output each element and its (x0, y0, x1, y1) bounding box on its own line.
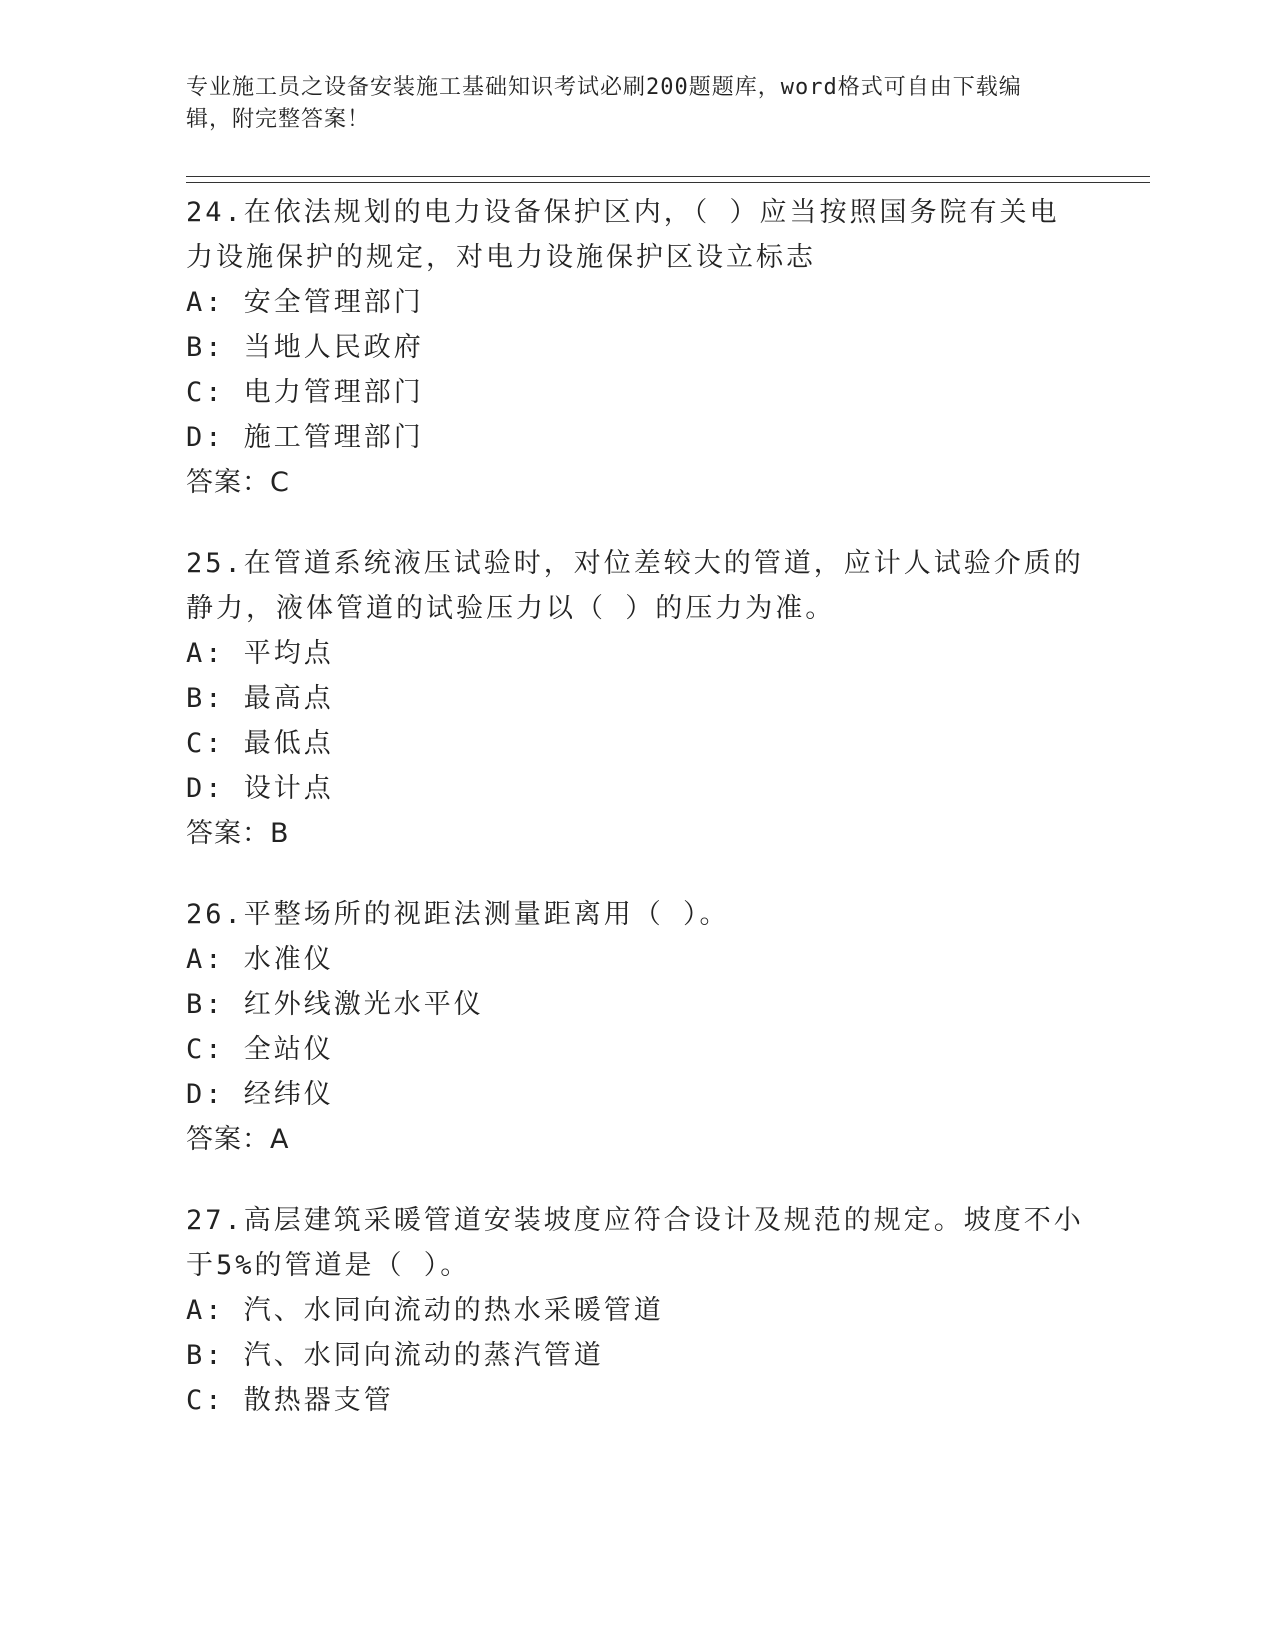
option-b: B: 最高点 (186, 683, 334, 714)
question-25 (186, 541, 1086, 856)
header-divider-top (186, 176, 1150, 177)
question-27 (186, 1198, 1086, 1423)
document-intro: 专业施工员之设备安装施工基础知识考试必刷200题题库，word格式可自由下载编辑，附完整答案！ (186, 75, 1022, 132)
question-stem: 24.在依法规划的电力设备保护区内，（ ）应当按照国务院有关电力设施保护的规定，对电力设施保护区设立标志 (186, 197, 1060, 273)
option-b: B: 汽、水同向流动的蒸汽管道 (186, 1340, 604, 1371)
answer-line: 答案：A (186, 1124, 290, 1155)
answer-line: 答案：B (186, 818, 290, 849)
question-stem: 27.高层建筑采暖管道安装坡度应符合设计及规范的规定。坡度不小于5%的管道是（ ）。 (186, 1205, 1084, 1281)
option-d: D: 经纬仪 (186, 1079, 334, 1110)
question-list (186, 190, 1086, 1459)
question-stem: 26.平整场所的视距法测量距离用（ ）。 (186, 899, 730, 930)
option-a: A: 水准仪 (186, 944, 334, 975)
option-a: A: 平均点 (186, 638, 334, 669)
header-divider-bottom (186, 182, 1150, 183)
option-b: B: 红外线激光水平仪 (186, 989, 484, 1020)
answer-line: 答案：C (186, 467, 290, 498)
option-b: B: 当地人民政府 (186, 332, 424, 363)
option-d: D: 设计点 (186, 773, 334, 804)
option-d: D: 施工管理部门 (186, 422, 424, 453)
option-a: A: 汽、水同向流动的热水采暖管道 (186, 1295, 664, 1326)
option-c: C: 电力管理部门 (186, 377, 424, 408)
option-c: C: 最低点 (186, 728, 334, 759)
question-26 (186, 892, 1086, 1162)
question-24 (186, 190, 1086, 505)
option-c: C: 散热器支管 (186, 1385, 394, 1416)
question-stem: 25.在管道系统液压试验时，对位差较大的管道，应计人试验介质的静力，液体管道的试验压力以（ ）的压力为准。 (186, 548, 1084, 624)
option-a: A: 安全管理部门 (186, 287, 424, 318)
option-c: C: 全站仪 (186, 1034, 334, 1065)
